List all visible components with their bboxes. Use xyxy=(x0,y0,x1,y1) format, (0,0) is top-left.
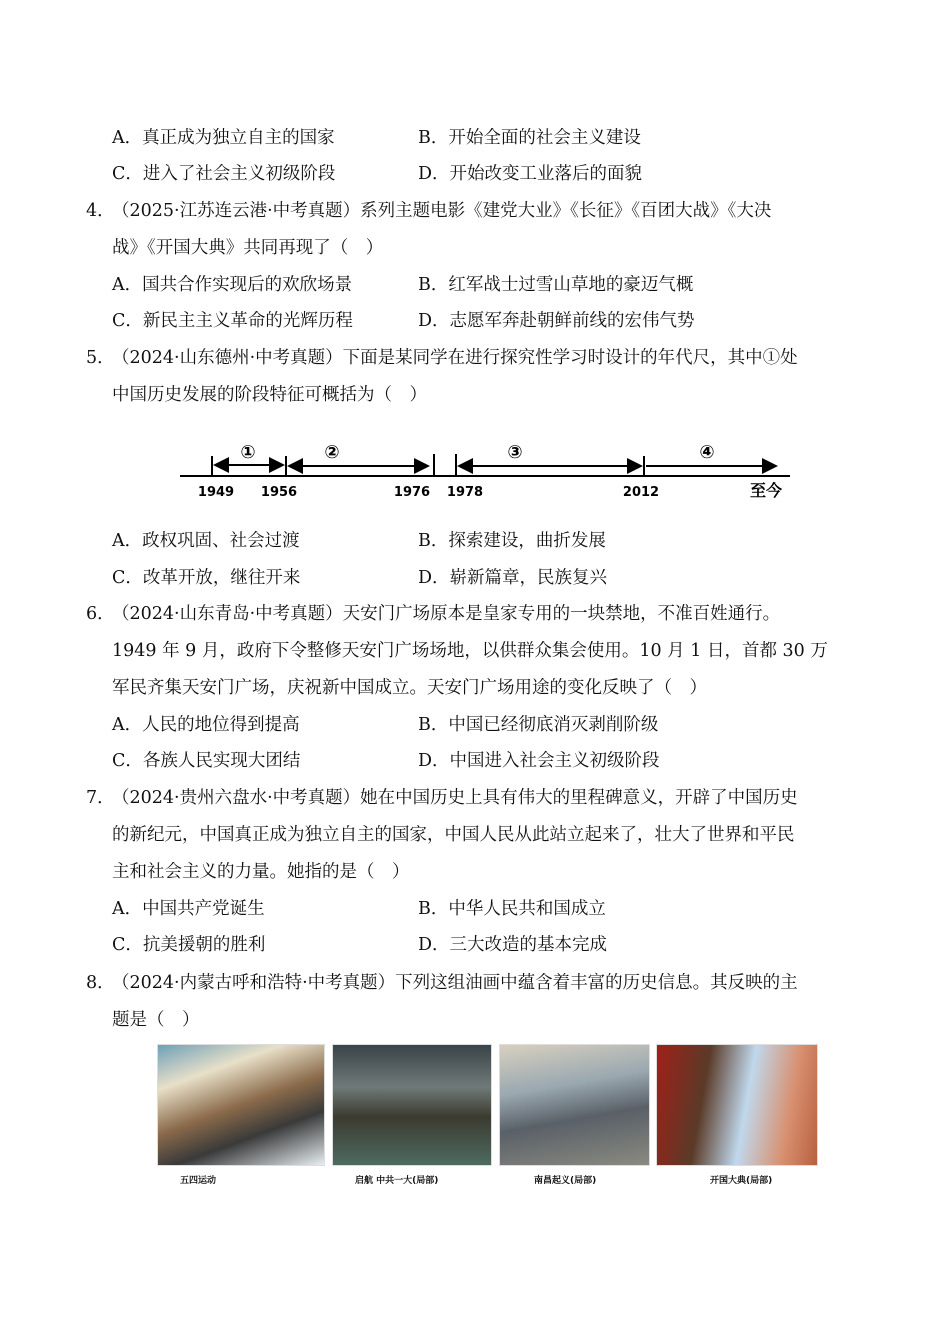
painting-founding-ceremony xyxy=(656,1044,818,1166)
option-b[interactable]: B．中华人民共和国成立 xyxy=(418,899,606,919)
question-number: 4． xyxy=(86,201,115,221)
option-b[interactable]: B．探索建设，曲折发展 xyxy=(418,531,606,551)
question-text: 军民齐集天安门广场，庆祝新中国成立。天安门广场用途的变化反映了（ ） xyxy=(112,678,707,698)
question-text: 中国历史发展的阶段特征可概括为（ ） xyxy=(112,385,427,405)
painting-qihang xyxy=(332,1044,492,1166)
painting-caption: 五四运动 xyxy=(180,1176,217,1186)
option-c[interactable]: C．改革开放，继往开来 xyxy=(112,568,301,588)
question-text: 战》《开国大典》共同再现了（ ） xyxy=(112,238,384,258)
option-b[interactable]: B．红军战士过雪山草地的豪迈气概 xyxy=(418,275,694,295)
question-text: （2024·内蒙古呼和浩特·中考真题）下列这组油画中蕴含着丰富的历史信息。其反映的主 xyxy=(112,973,798,993)
option-a[interactable]: A．政权巩固、社会过渡 xyxy=(112,531,300,551)
option-a[interactable]: A．国共合作实现后的欢欣场景 xyxy=(112,275,353,295)
option-b[interactable]: B．开始全面的社会主义建设 xyxy=(418,128,641,148)
question-text: 1949 年 9 月，政府下令整修天安门广场场地，以供群众集会使用。10 月 1 日，首都 30 万 xyxy=(112,641,828,661)
option-c[interactable]: C．各族人民实现大团结 xyxy=(112,751,301,771)
option-a[interactable]: A．人民的地位得到提高 xyxy=(112,715,300,735)
option-d[interactable]: D．中国进入社会主义初级阶段 xyxy=(418,751,660,771)
question-text: 的新纪元，中国真正成为独立自主的国家，中国人民从此站立起来了，壮大了世界和平民 xyxy=(112,825,795,845)
year-label: 1956 xyxy=(260,485,298,500)
question-number: 6． xyxy=(86,604,115,624)
option-d[interactable]: D．开始改变工业落后的面貌 xyxy=(418,164,643,184)
question-text: 题是（ ） xyxy=(112,1010,200,1030)
period-label: ① xyxy=(240,442,256,463)
question-number: 8． xyxy=(86,973,115,993)
painting-caption: 开国大典(局部) xyxy=(710,1176,773,1186)
painting-may-fourth xyxy=(157,1044,325,1166)
question-text: （2024·山东德州·中考真题）下面是某同学在进行探究性学习时设计的年代尺，其中①处 xyxy=(112,348,798,368)
option-c[interactable]: C．抗美援朝的胜利 xyxy=(112,935,266,955)
option-d[interactable]: D．三大改造的基本完成 xyxy=(418,935,608,955)
painting-nanchang-uprising xyxy=(499,1044,650,1166)
question-number: 7． xyxy=(86,788,115,808)
question-number: 5． xyxy=(86,348,115,368)
option-a[interactable]: A．中国共产党诞生 xyxy=(112,899,265,919)
year-label: 1949 xyxy=(197,485,235,500)
year-label: 1976 xyxy=(393,485,431,500)
option-c[interactable]: C．进入了社会主义初级阶段 xyxy=(112,164,336,184)
year-label: 1978 xyxy=(446,485,484,500)
question-text: （2024·山东青岛·中考真题）天安门广场原本是皇家专用的一块禁地，不准百姓通行。 xyxy=(112,604,781,624)
period-label: ④ xyxy=(699,442,715,463)
question-text: （2024·贵州六盘水·中考真题）她在中国历史上具有伟大的里程碑意义，开辟了中国历史 xyxy=(112,788,798,808)
option-d[interactable]: D．崭新篇章，民族复兴 xyxy=(418,568,608,588)
period-label: ③ xyxy=(507,442,523,463)
painting-caption: 启航 中共一大(局部) xyxy=(355,1176,439,1186)
year-label: 2012 xyxy=(622,485,660,500)
painting-caption: 南昌起义(局部) xyxy=(534,1176,597,1186)
period-label: ② xyxy=(324,442,340,463)
question-text: 主和社会主义的力量。她指的是（ ） xyxy=(112,862,410,882)
option-c[interactable]: C．新民主主义革命的光辉历程 xyxy=(112,311,353,331)
option-b[interactable]: B．中国已经彻底消灭剥削阶级 xyxy=(418,715,659,735)
timeline-diagram xyxy=(0,430,950,510)
year-label: 至今 xyxy=(749,481,783,500)
question-text: （2025·江苏连云港·中考真题）系列主题电影《建党大业》《长征》《百团大战》《大决 xyxy=(112,201,772,221)
option-a[interactable]: A．真正成为独立自主的国家 xyxy=(112,128,335,148)
option-d[interactable]: D．志愿军奔赴朝鲜前线的宏伟气势 xyxy=(418,311,695,331)
